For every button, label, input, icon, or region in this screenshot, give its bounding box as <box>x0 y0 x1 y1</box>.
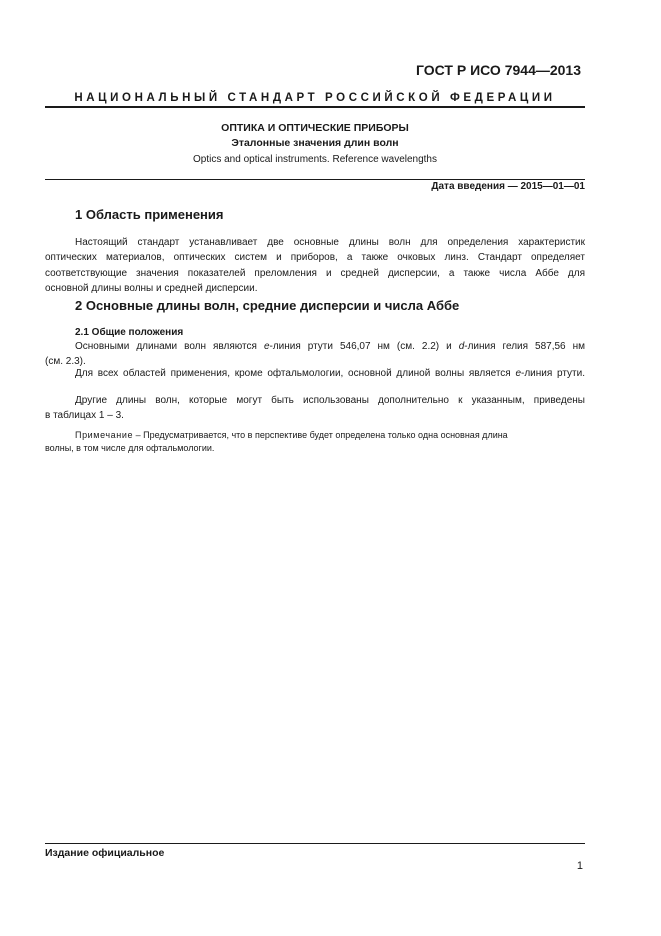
e-line-symbol: e <box>515 368 522 379</box>
note-text: – Предусматривается, что в перспективе будет определена только одна основная длина <box>133 430 508 440</box>
text-run: Основными длинами волн являются <box>75 341 264 352</box>
document-title: ОПТИКА И ОПТИЧЕСКИЕ ПРИБОРЫ <box>221 122 409 134</box>
note-block <box>45 429 585 455</box>
national-standard-banner: НАЦИОНАЛЬНЫЙ СТАНДАРТ РОССИЙСКОЙ ФЕДЕРАЦИИ <box>74 92 556 104</box>
text-run: -линия ртути. <box>521 368 585 379</box>
footer-rule <box>45 843 585 844</box>
paragraph-line <box>45 366 585 381</box>
section-1-paragraph <box>45 235 585 296</box>
document-subtitle: Эталонные значения длин волн <box>231 137 399 149</box>
section-2-heading: 2 Основные длины волн, средние дисперсии и числа Аббе <box>75 298 460 313</box>
paragraph-line <box>45 339 585 354</box>
text-run: -линия гелия 587,56 нм <box>464 341 585 352</box>
paragraph-line: Другие длины волн, которые могут быть использованы дополнительно к указанным, приведены <box>75 395 585 406</box>
paragraph-line: (см. 2.3). <box>45 356 86 368</box>
note-line <box>45 429 585 442</box>
section-2-1-paragraph-3 <box>45 393 585 424</box>
paragraph-line: оптических материалов, оптических систем и приборов, а также очковых линз. Стандарт определяет <box>45 252 585 264</box>
text-run: -линия ртути 546,07 нм (см. 2.2) и <box>269 341 459 352</box>
note-label: Примечание <box>75 430 134 440</box>
paragraph-line: в таблицах 1 – 3. <box>45 410 124 422</box>
page-number: 1 <box>576 860 583 872</box>
section-2-1-paragraph-2 <box>45 366 585 381</box>
document-title-english: Optics and optical instruments. Reference wavelengths <box>192 154 437 165</box>
standard-designation: ГОСТ Р ИСО 7944—2013 <box>416 62 581 78</box>
text-run: Для всех областей применения, кроме офтальмологии, основной длиной волны является <box>75 368 516 379</box>
paragraph-line: Настоящий стандарт устанавливает две основные длины волн для определения характеристик <box>75 237 585 248</box>
title-rule <box>45 179 585 180</box>
header-rule <box>45 106 585 108</box>
introduction-date: Дата введения — 2015—01—01 <box>431 181 585 192</box>
paragraph-line: соответствующие значения показателей преломления и средней дисперсии, а также числа Аббе для <box>45 267 585 279</box>
section-1-heading: 1 Область применения <box>75 207 224 222</box>
section-2-1-paragraph-1 <box>45 339 585 370</box>
official-edition-label: Издание официальное <box>45 847 165 859</box>
subsection-2-1-heading: 2.1 Общие положения <box>75 327 184 338</box>
e-line-symbol: e <box>263 341 270 352</box>
d-line-symbol: d <box>458 341 465 352</box>
paragraph-line: основной длины волны и средней дисперсии. <box>45 282 258 294</box>
note-line: волны, в том числе для офтальмологии. <box>45 443 215 453</box>
